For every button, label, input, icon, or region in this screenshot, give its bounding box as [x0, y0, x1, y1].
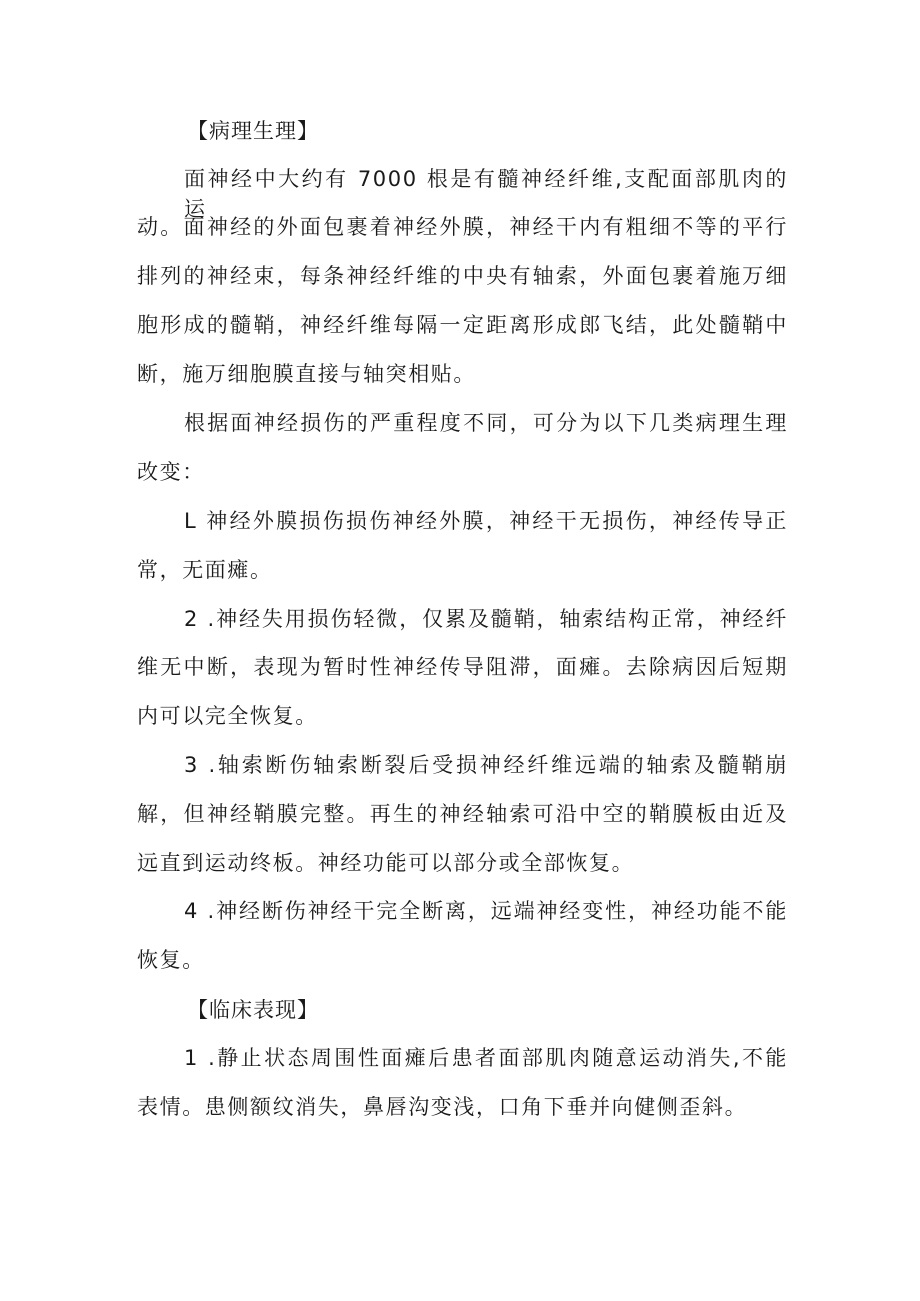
list-item-line: 3 .轴索断伤轴索断裂后受损神经纤维远端的轴索及髓鞘崩: [184, 753, 788, 777]
list-item-line: 远直到运动终板。神经功能可以部分或全部恢复。: [137, 851, 635, 875]
list-item-line: 4 .神经断伤神经干完全断离，远端神经变性，神经功能不能: [184, 899, 788, 923]
list-item-line: 1 .静止状态周围性面瘫后患者面部肌肉随意运动消失,不能: [184, 1046, 788, 1070]
paragraph-line: 面神经中大约有 7000 根是有髓神经纤维,支配面部肌肉的运: [184, 167, 788, 221]
list-item-line: L 神经外膜损伤损伤神经外膜，神经干无损伤，神经传导正: [184, 509, 788, 533]
list-item-line: 2 .神经失用损伤轻微，仅累及髓鞘，轴索结构正常，神经纤: [184, 607, 788, 631]
paragraph-line: 根据面神经损伤的严重程度不同，可分为以下几类病理生理: [184, 411, 788, 435]
paragraph-line: 动。面神经的外面包裹着神经外膜，神经干内有粗细不等的平行: [137, 215, 788, 239]
section-heading-pathophysiology: 【病理生理】: [187, 119, 319, 143]
section-heading-clinical: 【临床表现】: [187, 998, 319, 1022]
list-item-line: 维无中断，表现为暂时性神经传导阻滞，面瘫。去除病因后短期: [137, 655, 788, 679]
paragraph-line: 胞形成的髓鞘，神经纤维每隔一定距离形成郎飞结，此处髓鞘中: [137, 313, 788, 337]
list-item-line: 常，无面瘫。: [137, 558, 273, 582]
paragraph-line: 断，施万细胞膜直接与轴突相贴。: [137, 362, 476, 386]
list-item-line: 内可以完全恢复。: [137, 704, 318, 728]
paragraph-line: 排列的神经束，每条神经纤维的中央有轴索，外面包裹着施万细: [137, 264, 788, 288]
list-item-line: 恢复。: [137, 948, 205, 972]
list-item-line: 表情。患侧额纹消失，鼻唇沟变浅，口角下垂并向健侧歪斜。: [137, 1095, 748, 1119]
list-item-line: 解，但神经鞘膜完整。再生的神经轴索可沿中空的鞘膜板由近及: [137, 802, 788, 826]
paragraph-line: 改变：: [137, 460, 205, 484]
